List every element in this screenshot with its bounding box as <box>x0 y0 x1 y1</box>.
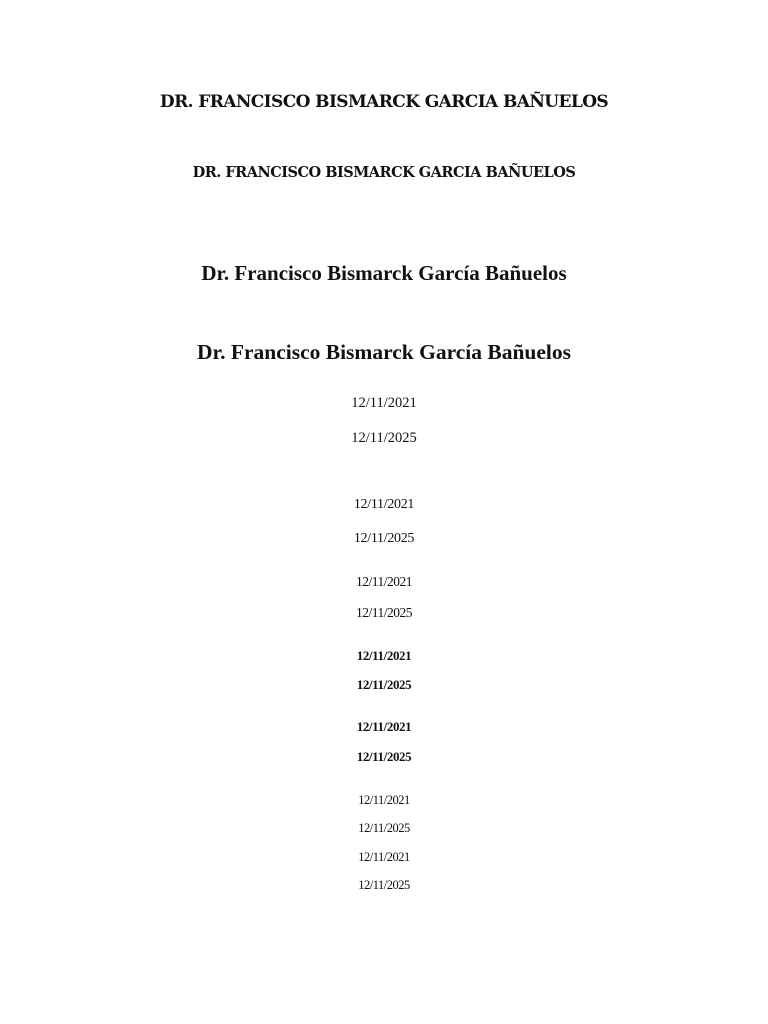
date-line: 12/11/2025 <box>353 531 415 546</box>
date-line-bold: 12/11/2021 <box>356 719 412 734</box>
heading-title-case-1: Dr. Francisco Bismarck García Bañuelos <box>201 261 567 285</box>
heading-caps-large: DR. FRANCISCO BISMARCK GARCIA BAÑUELOS <box>159 92 609 112</box>
date-line-bold: 12/11/2021 <box>356 648 412 663</box>
date-line-bold: 12/11/2025 <box>356 749 412 764</box>
date-line: 12/11/2021 <box>355 574 412 589</box>
date-line: 12/11/2025 <box>358 821 410 835</box>
heading-title-case-2: Dr. Francisco Bismarck García Bañuelos <box>196 340 572 364</box>
date-line: 12/11/2025 <box>351 430 417 446</box>
date-line: 12/11/2021 <box>358 793 410 807</box>
heading-caps-small: DR. FRANCISCO BISMARCK GARCIA BAÑUELOS <box>192 164 576 181</box>
date-line: 12/11/2025 <box>355 605 412 620</box>
date-line: 12/11/2021 <box>353 497 415 512</box>
date-line: 12/11/2021 <box>358 850 410 864</box>
date-line: 12/11/2021 <box>351 395 417 411</box>
date-line-bold: 12/11/2025 <box>356 677 412 692</box>
date-line: 12/11/2025 <box>358 878 410 892</box>
